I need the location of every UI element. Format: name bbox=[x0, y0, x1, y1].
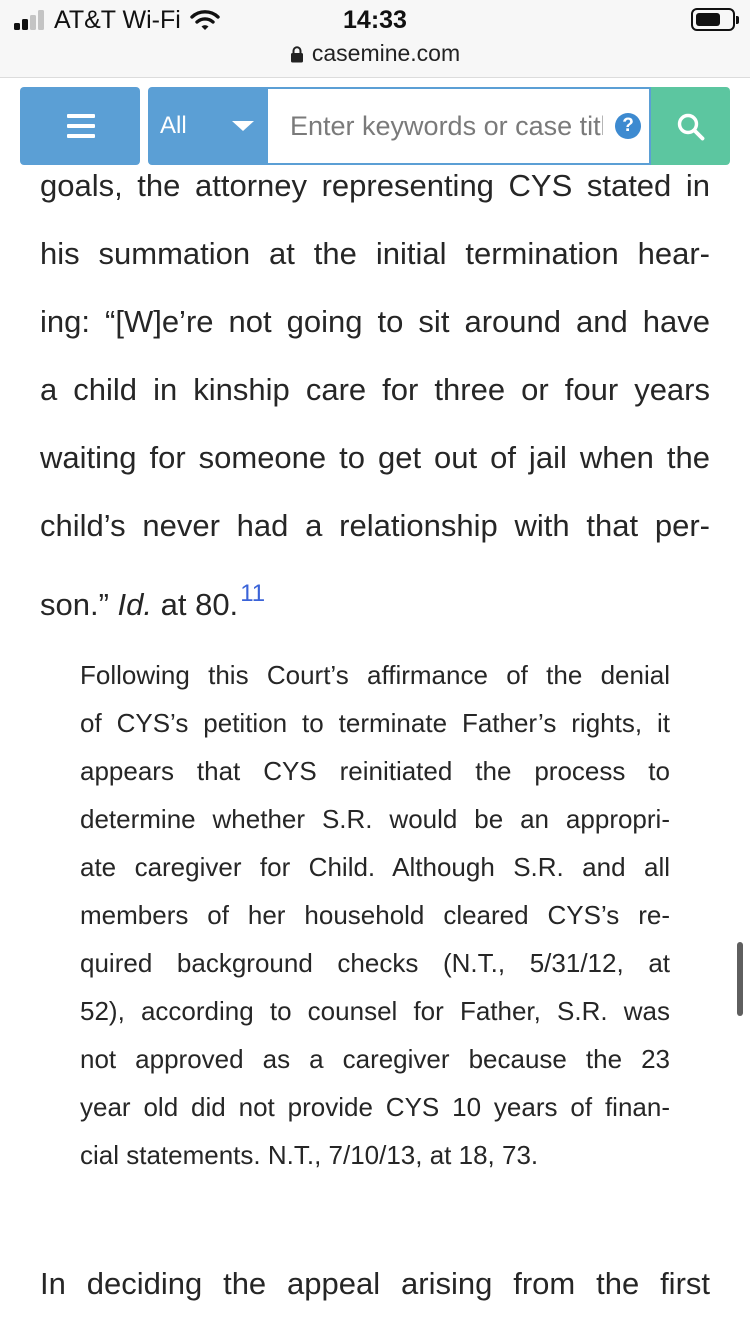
footnote-line: of CYS’s petition to terminate Father’s rights, it bbox=[80, 708, 670, 738]
citation-id: Id. bbox=[117, 587, 152, 622]
footnote-line: ate caregiver for Child. Although S.R. and all bbox=[80, 852, 670, 882]
footnote-line: 52), according to counsel for Father, S.R. was bbox=[80, 996, 670, 1026]
paragraph-line: waiting for someone to get out of jail when the bbox=[40, 440, 710, 475]
footnote-text bbox=[80, 651, 670, 1179]
search-filter-value: All bbox=[160, 112, 187, 139]
footnote-line: members of her household cleared CYS’s re- bbox=[80, 900, 670, 930]
clock: 14:33 bbox=[343, 6, 407, 34]
search-input[interactable] bbox=[268, 87, 651, 165]
paragraph-line: his summation at the initial termination hear- bbox=[40, 236, 710, 271]
footnote-line: appears that CYS reinitiated the process to bbox=[80, 756, 670, 786]
paragraph-line: child’s never had a relationship with that per- bbox=[40, 508, 710, 543]
address-bar[interactable] bbox=[0, 40, 750, 67]
carrier-label: AT&T Wi-Fi bbox=[54, 6, 181, 34]
footnote-line: quired background checks (N.T., 5/31/12, at bbox=[80, 948, 670, 978]
paragraph-last-line bbox=[40, 560, 710, 628]
magnifier-icon bbox=[676, 112, 706, 142]
chevron-down-icon bbox=[232, 121, 254, 131]
footnote-line: Following this Court’s affirmance of the denial bbox=[80, 660, 670, 690]
document-body bbox=[0, 174, 750, 1334]
footnote-line: year old did not provide CYS 10 years of finan- bbox=[80, 1092, 670, 1122]
scrollbar-thumb[interactable] bbox=[737, 942, 743, 1016]
footnote-line: determine whether S.R. would be an appropri- bbox=[80, 804, 670, 834]
next-paragraph bbox=[40, 1250, 710, 1318]
footnote-link[interactable]: 11 bbox=[240, 580, 266, 607]
footnote-line: cial statements. N.T., 7/10/13, at 18, 73. bbox=[80, 1140, 539, 1170]
menu-button[interactable] bbox=[20, 87, 140, 165]
url-text: casemine.com bbox=[311, 40, 461, 66]
opinion-paragraph bbox=[40, 174, 710, 628]
search-filter-select[interactable] bbox=[148, 87, 268, 165]
paragraph-line: a child in kinship care for three or four years bbox=[40, 372, 710, 407]
lock-icon bbox=[290, 46, 304, 63]
question-mark-icon[interactable]: ? bbox=[615, 113, 641, 139]
search-button[interactable] bbox=[651, 87, 730, 165]
battery-icon bbox=[691, 8, 735, 31]
quote-end-text: son.” bbox=[40, 587, 118, 622]
status-bar bbox=[0, 0, 750, 78]
paragraph-line: ing: “[W]e’re not going to sit around and have bbox=[40, 304, 710, 339]
paragraph-line: goals, the attorney representing CYS stated in bbox=[40, 174, 710, 203]
paragraph-line: In deciding the appeal arising from the first bbox=[40, 1266, 710, 1301]
citation-page: at 80. bbox=[152, 587, 239, 622]
footnote-line: not approved as a caregiver because the 23 bbox=[80, 1044, 670, 1074]
